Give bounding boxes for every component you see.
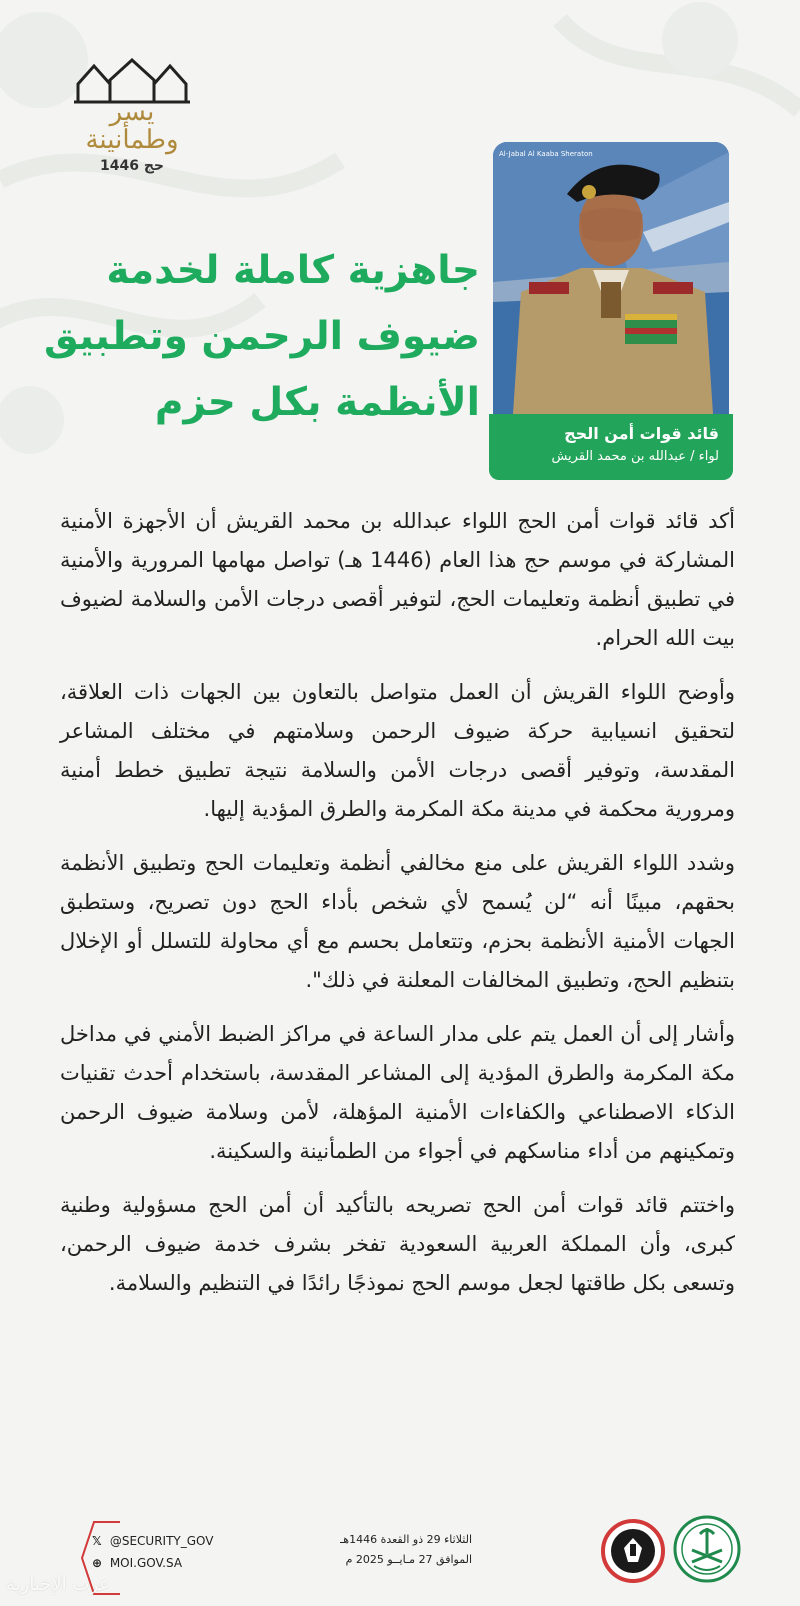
hajj-logo <box>62 58 202 174</box>
date-gregorian: الموافق 27 مـايــو 2025 م <box>345 1553 472 1566</box>
caption-name: لواء / عبدالله بن محمد القريش <box>551 449 719 464</box>
headline-line-2: ضيوف الرحمن وتطبيق <box>43 314 480 359</box>
logo-script-text: يسر وطمأنينة <box>85 97 179 155</box>
photo-sign-text: Al-Jabal Al Kaaba Sheraton <box>499 150 593 158</box>
caption-title: قائد قوات أمن الحج <box>564 424 719 443</box>
date-hijri: الثلاثاء 29 ذو القعدة 1446هـ <box>340 1533 472 1546</box>
website-url: MOI.GOV.SA <box>109 1556 183 1570</box>
headline-line-1: جاهزية كاملة لخدمة <box>106 248 480 293</box>
article-paragraph-1: أكد قائد قوات أمن الحج اللواء عبدالله بن محمد القريش أن الأجهزة الأمنية المشاركة في موسم حج هذا العام (1446 هـ) تواصل مهامها المرورية والأمنية في تطبيق أنظمة وتعليمات الحج، لتوفير أقصى درجات الأمن والسلامة لضيوف بيت الله الحرام. <box>60 509 735 650</box>
x-icon: 𝕏 <box>92 1534 102 1548</box>
photo-caption <box>489 414 733 480</box>
article-paragraph-3: وشدد اللواء القريش على منع مخالفي أنظمة وتعليمات الحج وتطبيق الأنظمة بحقهم، مبينًا أنه “لن يُسمح لأي شخص بأداء الحج دون تصريح، وستطبق الجهات الأمنية الأنظمة بحزم، وتتعامل بحسم مع أي محاولة للتسلل أو الإخلال بتنظيم الحج، وتطبيق المخالفات المعلنة في ذلك". <box>60 851 735 992</box>
twitter-link[interactable] <box>92 1534 213 1548</box>
headline-line-3: الأنظمة بكل حزم <box>154 380 480 425</box>
twitter-handle: @SECURITY_GOV <box>109 1534 214 1548</box>
article-body <box>60 502 735 1318</box>
security-emblem-icon <box>600 1518 666 1584</box>
commander-photo <box>493 142 729 414</box>
moi-emblem-icon <box>672 1514 742 1584</box>
article-paragraph-4: وأشار إلى أن العمل يتم على مدار الساعة في مراكز الضبط الأمني في مداخل مكة المكرمة والطرق المؤدية إلى المشاعر المقدسة، باستخدام أحدث تقنيات الذكاء الاصطناعي والكفاءات الأمنية المؤهلة، لأمن وسلامة ضيوف الرحمن وتمكينهم من أداء مناسكهم في أجواء من الطمأنينة والسكينة. <box>60 1022 735 1163</box>
logo-year: حج 1446 <box>99 158 165 174</box>
globe-icon: ⊕ <box>92 1556 103 1570</box>
website-link[interactable] <box>92 1556 182 1570</box>
publish-date <box>332 1530 472 1570</box>
article-paragraph-5: واختتم قائد قوات أمن الحج تصريحه بالتأكيد أن أمن الحج مسؤولية وطنية كبرى، وأن المملكة العربية السعودية تفخر بشرف خدمة ضيوف الرحمن، وتسعى بكل طاقتها لجعل موسم الحج نموذجًا رائدًا في التنظيم والسلامة. <box>60 1193 735 1295</box>
watermark: عرب الإخبارية <box>6 1574 111 1595</box>
article-paragraph-2: وأوضح اللواء القريش أن العمل متواصل بالتعاون بين الجهات ذات العلاقة، لتحقيق انسيابية حركة ضيوف الرحمن وسلامتهم في مختلف المشاعر المقدسة، وتوفير أقصى درجات الأمن والسلامة نتيجة تطبيق خطط أمنية ومرورية محكمة في مدينة مكة المكرمة والطرق المؤدية إليها. <box>60 680 735 821</box>
headline <box>40 238 480 436</box>
